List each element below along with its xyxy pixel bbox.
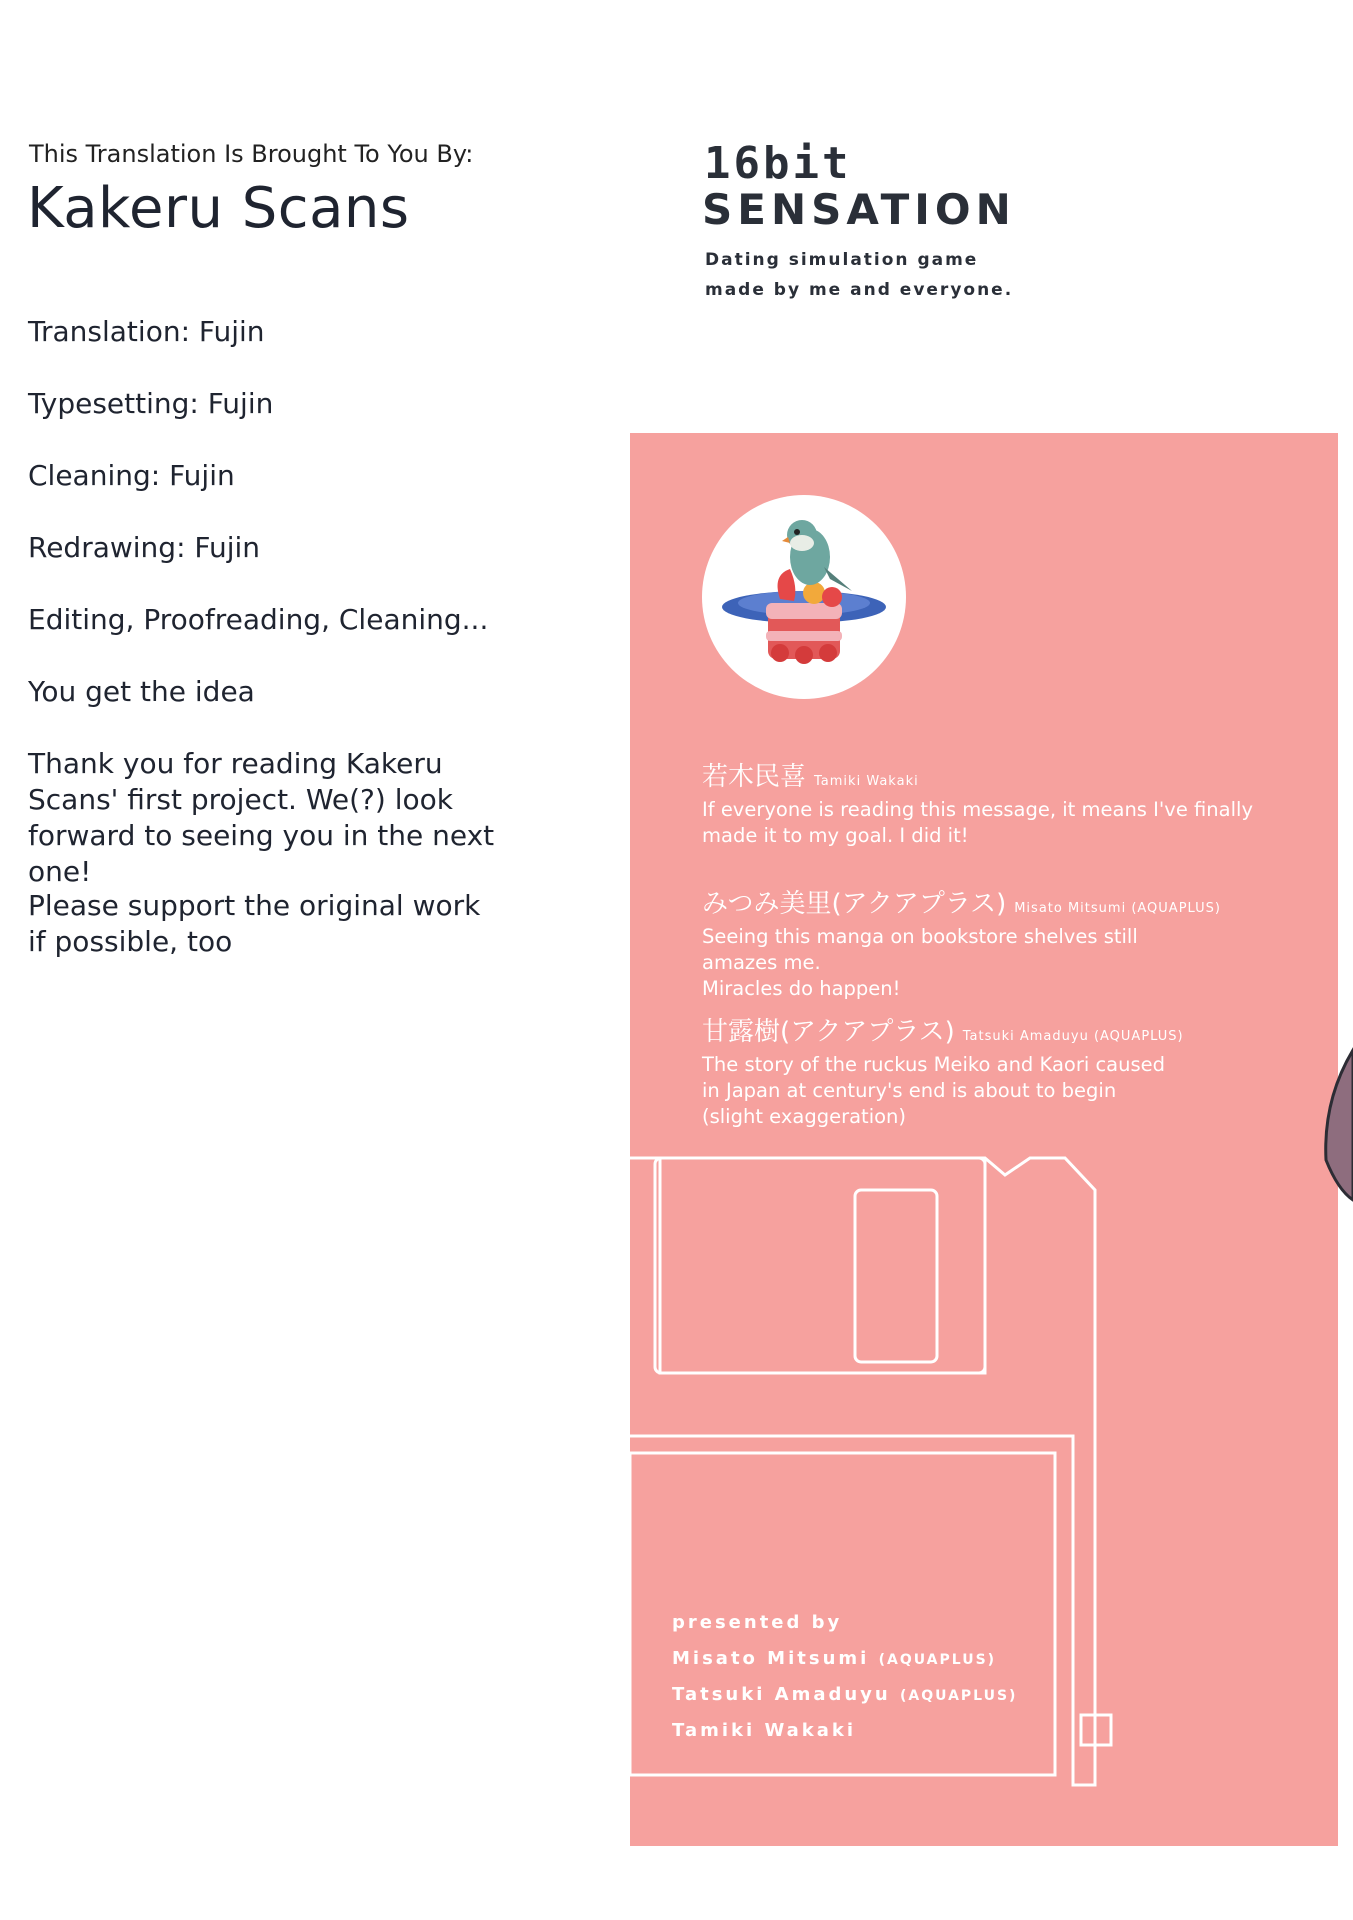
bird-cake-icon: [702, 495, 906, 699]
author-name-jp: みつみ美里(アクアプラス): [702, 889, 1007, 919]
author-name-jp: 甘露樹(アクアプラス): [702, 1017, 955, 1047]
presenter-org: (AQUAPLUS): [878, 1652, 997, 1668]
presenter-name: Tatsuki Amaduyu: [672, 1684, 891, 1705]
credit-idea: You get the idea: [28, 675, 255, 708]
credit-support: Please support the original work if possible, too: [28, 889, 481, 958]
presenter-org: (AQUAPLUS): [900, 1688, 1018, 1704]
message-line: The story of the ruckus Meiko and Kaori caused: [702, 1053, 1166, 1076]
author-name-amaduyu: [702, 1011, 1184, 1048]
floppy-shutter-window: [855, 1190, 937, 1362]
title-16bit: 16bit: [704, 138, 852, 189]
credit-translation: Translation: Fujin: [28, 315, 265, 348]
message-line: Seeing this manga on bookstore shelves still: [702, 925, 1138, 948]
author-name-mitsumi: [702, 883, 1221, 920]
message-line: (slight exaggeration): [702, 1105, 907, 1128]
presented-by-label: presented by: [672, 1612, 843, 1633]
credit-redrawing: Redrawing: Fujin: [28, 531, 261, 564]
credit-typesetting: Typesetting: Fujin: [28, 387, 274, 420]
presenter-name: Tamiki Wakaki: [672, 1720, 857, 1741]
author-name-en: Tamiki Wakaki: [814, 774, 919, 789]
author-name-wakaki: [702, 756, 919, 793]
tagline-line-1: Dating simulation game: [705, 250, 979, 270]
author-message-mitsumi: [702, 924, 1262, 1002]
credit-thanks: Thank you for reading Kakeru Scans' first project. We(?) look forward to seeing you in the next one!: [28, 747, 495, 888]
title-sensation: SENSATION: [702, 185, 1016, 234]
author-name-jp: 若木民喜: [702, 762, 807, 792]
presenter-mitsumi: [672, 1641, 1017, 1677]
author-message-wakaki: If everyone is reading this message, it means I've finally made it to my goal. I did it!: [702, 798, 1253, 847]
author-avatar: [702, 495, 906, 699]
intro-text: This Translation Is Brought To You By:: [29, 140, 474, 168]
author-message-amaduyu: [702, 1052, 1262, 1130]
message-line: in Japan at century's end is about to begin: [702, 1079, 1117, 1102]
presenter-name: Misato Mitsumi: [672, 1648, 870, 1669]
credit-cleaning: Cleaning: Fujin: [28, 459, 235, 492]
credit-editing: Editing, Proofreading, Cleaning...: [28, 603, 489, 636]
message-line: Miracles do happen!: [702, 977, 901, 1000]
author-panel: [630, 433, 1338, 1846]
illustration-edge-fragment: [1318, 1040, 1353, 1210]
message-line: amazes me.: [702, 951, 821, 974]
presented-by-block: [672, 1605, 1017, 1749]
tagline-line-2: made by me and everyone.: [705, 280, 1014, 300]
author-name-en: Tatsuki Amaduyu (AQUAPLUS): [962, 1029, 1184, 1044]
author-name-en: Misato Mitsumi (AQUAPLUS): [1014, 901, 1221, 916]
scanlator-name: Kakeru Scans: [27, 176, 410, 241]
presenter-amaduyu: [672, 1677, 1017, 1713]
presenter-wakaki: [672, 1713, 1017, 1749]
